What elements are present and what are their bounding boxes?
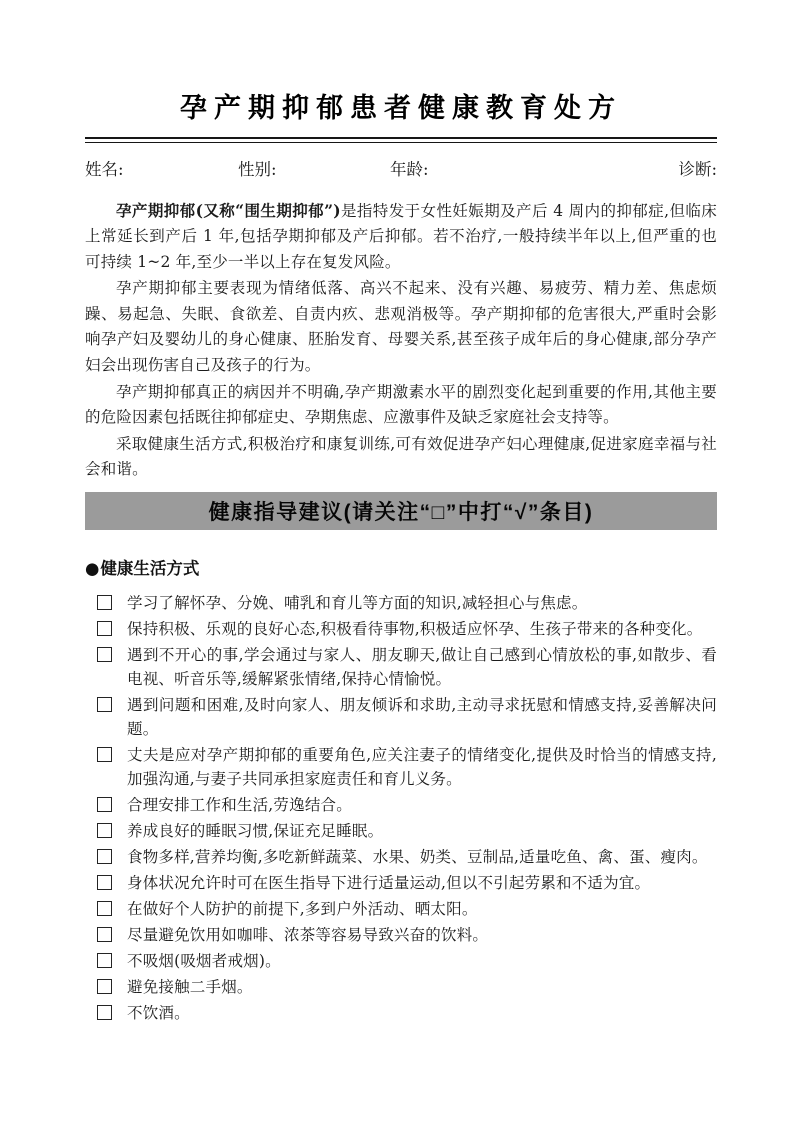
- checklist-item-text: 保持积极、乐观的良好心态,积极看待事物,积极适应怀孕、生孩子带来的各种变化。: [127, 620, 703, 639]
- checkbox-icon[interactable]: [97, 927, 112, 942]
- checklist-item: [97, 923, 717, 947]
- title-divider: [85, 137, 717, 143]
- checkbox-icon[interactable]: [97, 953, 112, 968]
- checklist-item-text: 合理安排工作和生活,劳逸结合。: [127, 796, 352, 815]
- checkbox-icon[interactable]: [97, 849, 112, 864]
- checkbox-icon[interactable]: [97, 797, 112, 812]
- form-field-label: 性别:: [238, 159, 277, 179]
- form-field-blank[interactable]: [429, 159, 679, 181]
- checklist-item: [97, 949, 717, 973]
- checklist-item: [97, 1001, 717, 1025]
- checklist-item-text: 丈夫是应对孕产期抑郁的重要角色,应关注妻子的情绪变化,提供及时恰当的情感支持,加强沟通,与妻子共同承担家庭责任和育儿义务。: [127, 746, 717, 789]
- paragraph-text: 孕产期抑郁真正的病因并不明确,孕产期激素水平的剧烈变化起到重要的作用,其他主要的危险因素包括既往抑郁症史、孕期焦虑、应激事件及缺乏家庭社会支持等。: [85, 382, 717, 427]
- checkbox-icon[interactable]: [97, 621, 112, 636]
- checkbox-icon[interactable]: [97, 823, 112, 838]
- paragraph-text: 采取健康生活方式,积极治疗和康复训练,可有效促进孕产妇心理健康,促进家庭幸福与社会和谐。: [85, 434, 717, 479]
- checkbox-icon[interactable]: [97, 747, 112, 762]
- section-banner: [85, 492, 717, 530]
- checklist-item-text: 尽量避免饮用如咖啡、浓茶等容易导致兴奋的饮料。: [127, 926, 489, 945]
- subsection-title: 健康生活方式: [100, 559, 200, 579]
- paragraph: [85, 431, 717, 483]
- paragraph-text: 是指特发于女性妊娠期及产后 4 周内的抑郁症,但临床上常延长到产后 1 年,包括孕期抑郁及产后抑郁。若不治疗,一般持续半年以上,但严重的也可持续 1~2 年,至少一半以上存在复发风险。: [85, 201, 717, 271]
- checkbox-icon[interactable]: [97, 979, 112, 994]
- form-field-label: 年龄:: [390, 159, 429, 179]
- patient-info-row: [85, 159, 717, 181]
- checkbox-icon[interactable]: [97, 697, 112, 712]
- paragraph: [85, 275, 717, 378]
- paragraph: [85, 198, 717, 276]
- section-banner-title: 健康指导建议(请关注“□”中打“√”条目): [208, 501, 594, 525]
- checklist-item: [97, 591, 717, 615]
- checklist-item: [97, 743, 717, 791]
- paragraph-text: 孕产期抑郁主要表现为情绪低落、高兴不起来、没有兴趣、易疲劳、精力差、焦虑烦躁、易起急、失眠、食欲差、自责内疚、悲观消极等。孕产期抑郁的危害很大,严重时会影响孕产妇及婴幼儿的身心健康、胚胎发育、母婴关系,甚至孩子成年后的身心健康,部分孕产妇会出现伤害自己及孩子的行为。: [85, 279, 717, 375]
- form-field-blank[interactable]: [124, 159, 238, 181]
- checklist-item: [97, 643, 717, 691]
- checklist-item: [97, 819, 717, 843]
- checkbox-icon[interactable]: [97, 647, 112, 662]
- form-field: [678, 159, 717, 181]
- form-field-label: 姓名:: [85, 159, 124, 179]
- checklist-item-text: 养成良好的睡眠习惯,保证充足睡眠。: [127, 822, 384, 841]
- checklist-item: [97, 845, 717, 869]
- form-field-blank[interactable]: [277, 159, 390, 181]
- checkbox-icon[interactable]: [97, 1005, 112, 1020]
- checklist-item-text: 不饮酒。: [127, 1004, 190, 1023]
- checklist-item-text: 食物多样,营养均衡,多吃新鲜蔬菜、水果、奶类、豆制品,适量吃鱼、禽、蛋、瘦肉。: [127, 848, 708, 867]
- checklist-item: [97, 897, 717, 921]
- checklist-item-text: 学习了解怀孕、分娩、哺乳和育儿等方面的知识,减轻担心与焦虑。: [127, 594, 588, 613]
- checklist-item-text: 在做好个人防护的前提下,多到户外活动、晒太阳。: [127, 900, 478, 919]
- checklist-item-text: 不吸烟(吸烟者戒烟)。: [127, 952, 281, 971]
- form-field: [238, 159, 390, 181]
- subsection-header: [85, 555, 717, 579]
- form-field: [390, 159, 678, 181]
- checkbox-icon[interactable]: [97, 875, 112, 890]
- checkbox-icon[interactable]: [97, 901, 112, 916]
- checklist-item: [97, 975, 717, 999]
- form-field: [85, 159, 238, 181]
- bullet-icon: ●: [85, 559, 100, 579]
- checkbox-icon[interactable]: [97, 595, 112, 610]
- checklist-item-text: 遇到问题和困难,及时向家人、朋友倾诉和求助,主动寻求抚慰和情感支持,妥善解决问题。: [127, 696, 717, 739]
- intro-paragraphs: [85, 198, 717, 484]
- paragraph-lead: 孕产期抑郁(又称“围生期抑郁”): [116, 200, 341, 220]
- form-field-label: 诊断:: [678, 159, 717, 179]
- checklist-item: [97, 617, 717, 641]
- checklist-item-text: 避免接触二手烟。: [127, 978, 253, 997]
- paragraph: [85, 379, 717, 431]
- checklist-item: [97, 793, 717, 817]
- checklist-item: [97, 693, 717, 741]
- checklist-item: [97, 871, 717, 895]
- checklist-item-text: 身体状况允许时可在医生指导下进行适量运动,但以不引起劳累和不适为宜。: [127, 874, 651, 893]
- checklist-item-text: 遇到不开心的事,学会通过与家人、朋友聊天,做让自己感到心情放松的事,如散步、看电视、听音乐等,缓解紧张情绪,保持心情愉悦。: [127, 646, 717, 689]
- page-title: 孕产期抑郁患者健康教育处方: [180, 93, 622, 123]
- checklist: [85, 591, 717, 1025]
